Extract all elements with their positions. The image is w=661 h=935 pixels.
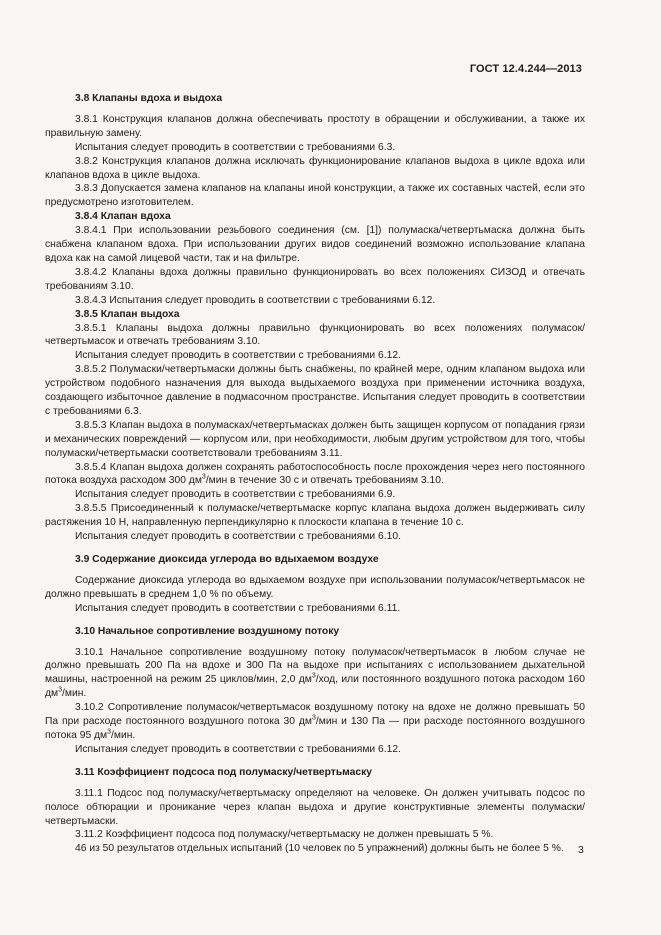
section-3-11-title: 3.11 Коэффициент подсоса под полумаску/четвертьмаску	[75, 766, 372, 778]
paragraph-3-9: Содержание диоксида углерода во вдыхаемом воздухе при использовании полумасок/четвертьмасок не должно превышать в среднем 1,0 % по объему.	[45, 574, 585, 600]
paragraph-3-8-5-5: 3.8.5.5 Присоединенный к полумаске/четвертьмаске корпус клапана выдоха должен выдерживать силу растяжения 10 Н, направленную перпендикулярно к плоскости клапана в течение 10 с.	[45, 503, 585, 529]
paragraph-3-8-5-3: 3.8.5.3 Клапан выдоха в полумасках/четвертьмасках должен быть защищен корпусом от попадания грязи и механических повреждений — корпусом или, при необходимости, любым другим устройством для того, чтобы полумаски/четвертьмаски соответствовали требованиям 3.11.	[45, 419, 585, 459]
subsection-3-8-4-title: 3.8.4 Клапан вдоха	[75, 211, 171, 223]
paragraph-3-10-1: 3.10.1 Начальное сопротивление воздушному потоку полумасок/четвертьмасок в любом случае не должно превышать 200 Па на вдохе и 300 Па на выдохе при испытаниях с использованием дыхательной машины, настроенной на режим 25 циклов/мин, 2,0 $дм^3$/ход, или постоянного воздушного потока расходом 160 $дм^3$/мин.	[45, 646, 585, 700]
test-note: Испытания следует проводить в соответствии с требованиями 6.12.	[75, 350, 401, 362]
test-note: Испытания следует проводить в соответствии с требованиями 6.12.	[75, 743, 401, 755]
document-body	[45, 92, 585, 856]
paragraph-3-8-4-3: 3.8.4.3 Испытания следует проводить в соответствии с требованиями 6.12.	[75, 294, 436, 306]
paragraph-3-8-4-2: 3.8.4.2 Клапаны вдоха должны правильно функционировать во всех положениях СИЗОД и отвечать требованиям 3.10.	[45, 266, 585, 292]
test-note: Испытания следует проводить в соответствии с требованиями 6.10.	[75, 531, 401, 543]
paragraph-3-8-5-1: 3.8.5.1 Клапаны выдоха должны правильно функционировать во всех положениях полумасок/четвертьмасок и отвечать требованиям 3.10.	[45, 322, 585, 348]
section-3-8-title: 3.8 Клапаны вдоха и выдоха	[75, 93, 223, 104]
paragraph-3-8-3: 3.8.3 Допускается замена клапанов на клапаны иной конструкции, а также их составных частей, если это предусмотрено изготовителем.	[45, 183, 585, 209]
test-note: Испытания следует проводить в соответствии с требованиями 6.3.	[75, 141, 396, 153]
test-note: Испытания следует проводить в соответствии с требованиями 6.9.	[75, 489, 396, 501]
page-number: 3	[578, 844, 584, 856]
subsection-3-8-5-title: 3.8.5 Клапан выдоха	[75, 308, 180, 320]
paragraph-3-11-2: 3.11.2 Коэффициент подсоса под полумаску/четвертьмаску не должен превышать 5 %.	[75, 829, 494, 841]
paragraph-3-11-1: 3.11.1 Подсос под полумаску/четвертьмаску определяют на человеке. Он должен учитывать подсос по полосе обтюрации и проникание через клапан выдоха и другие конструктивные элементы полумаски/четвертьмаски.	[45, 787, 585, 827]
paragraph-3-11-2-note: 46 из 50 результатов отдельных испытаний (10 человек по 5 упражнений) должны быть не более 5 %.	[75, 843, 564, 855]
standard-header: ГОСТ 12.4.244—2013	[469, 63, 582, 75]
test-note: Испытания следует проводить в соответствии с требованиями 6.11.	[75, 602, 401, 614]
section-3-10-title: 3.10 Начальное сопротивление воздушному потоку	[75, 625, 340, 637]
paragraph-3-8-5-4: 3.8.5.4 Клапан выдоха должен сохранять работоспособность после прохождения через него постоянного потока воздуха расходом 300 $дм^3$/мин в течение 30 с и отвечать требованиям 3.10.	[45, 461, 585, 487]
paragraph-3-8-5-2: 3.8.5.2 Полумаски/четвертьмаски должны быть снабжены, по крайней мере, одним клапаном выдоха или устройством подобного назначения для выхода выдыхаемого воздуха при применении источника воздуха, создающего избыточное давление в подмасочном пространстве. Испытания следует проводить в соответствии с требованиями 6.3.	[45, 364, 585, 417]
paragraph-3-8-1: 3.8.1 Конструкция клапанов должна обеспечивать простоту в обращении и обслуживании, а также их правильную замену.	[45, 113, 585, 139]
section-3-9-title: 3.9 Содержание диоксида углерода во вдыхаемом воздухе	[75, 554, 379, 565]
paragraph-3-10-2: 3.10.2 Сопротивление полумасок/четвертьмасок воздушному потоку на вдохе не должно превышать 50 Па при расходе постоянного воздушного потока 30 $дм^3$/мин и 130 Па — при расходе постоянного воздушного потока 95 $дм^3$/мин.	[45, 702, 585, 741]
paragraph-3-8-2: 3.8.2 Конструкция клапанов должна исключать функционирование клапанов выдоха в цикле вдоха или клапанов вдоха в цикле выдоха.	[45, 155, 585, 181]
paragraph-3-8-4-1: 3.8.4.1 При использовании резьбового соединения (см. [1]) полумаска/четвертьмаска должна быть снабжена клапаном вдоха. При использовании других видов соединений возможно использование клапана вдоха как на самой лицевой части, так и на фильтре.	[45, 225, 585, 264]
